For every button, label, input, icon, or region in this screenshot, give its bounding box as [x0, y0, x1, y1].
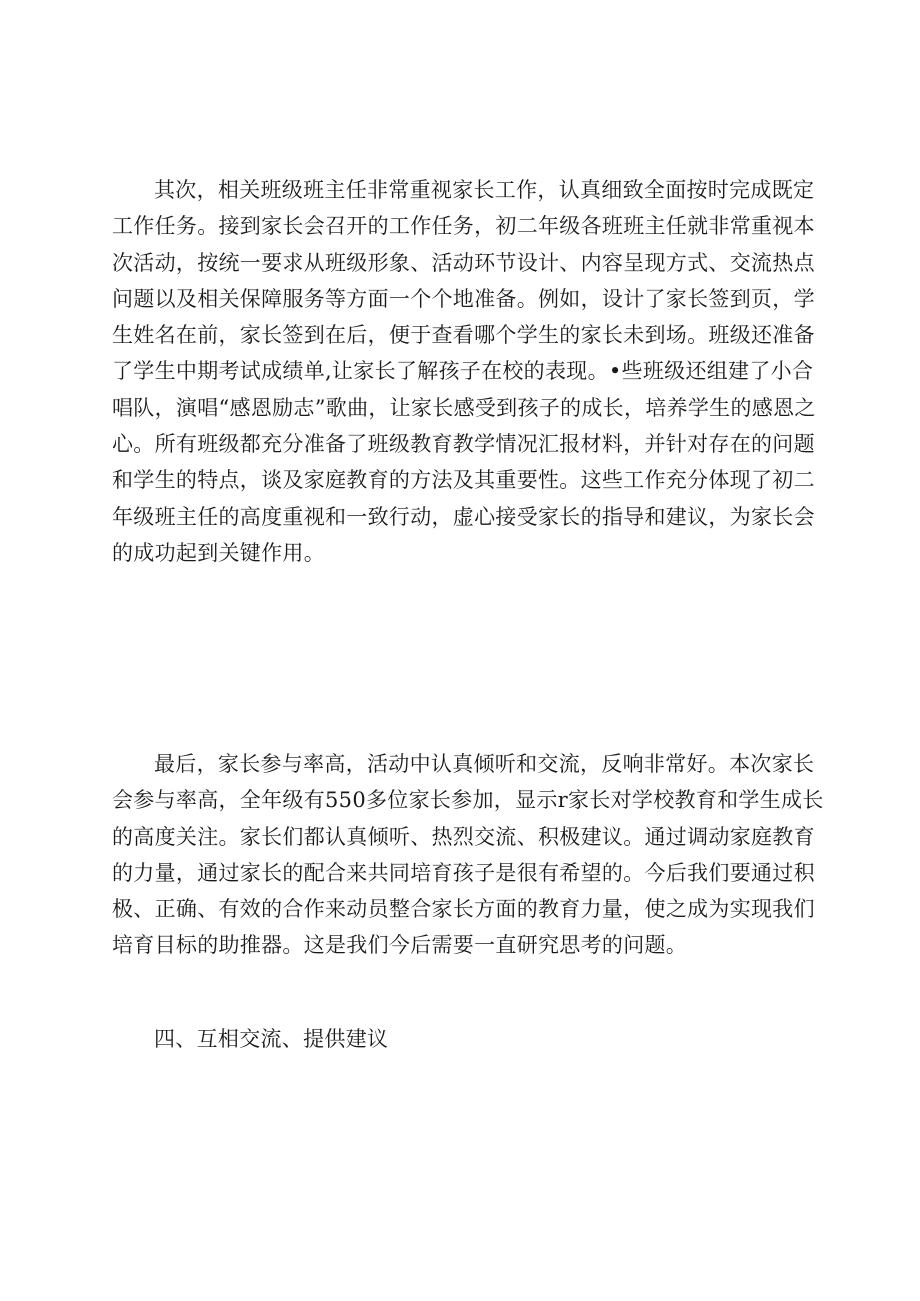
section-heading-exchange-suggestions: 四、互相交流、提供建议 — [154, 1027, 389, 1051]
paragraph-parent-participation: 最后，家长参与率高，活动中认真倾听和交流，反响非常好。本次家长会参与率高，全年级有550多位家长参加，显示r家长对学校教育和学生成长的高度关注。家长们都认真倾听、热烈交流、积极建议。通过调动家庭教育的力量，通过家长的配合来共同培育孩子是很有希望的。今后我们要通过积极、正确、有效的合作来动员整合家长方面的教育力量，使之成为实现我们培育目标的助推器。这是我们今后需要一直研究思考的问题。 — [112, 752, 824, 958]
paragraph-head-teachers: 其次，相关班级班主任非常重视家长工作，认真细致全面按时完成既定工作任务。接到家长会召开的工作任务，初二年级各班班主任就非常重视本次活动，按统一要求从班级形象、活动环节设计、内容呈现方式、交流热点问题以及相关保障服务等方面一个个地准备。例如，设计了家长签到页，学生姓名在前，家长签到在后，便于查看哪个学生的家长未到场。班级还准备了学生中期考试成绩单,让家长了解孩子在校的表现。•些班级还组建了小合唱队，演唱“感恩励志”歌曲，让家长感受到孩子的成长，培养学生的感恩之心。所有班级都充分准备了班级教育教学情况汇报材料，并针对存在的问题和学生的特点，谈及家庭教育的方法及其重要性。这些工作充分体现了初二年级班主任的高度重视和一致行动，虚心接受家长的指导和建议，为家长会的成功起到关键作用。 — [112, 178, 816, 565]
